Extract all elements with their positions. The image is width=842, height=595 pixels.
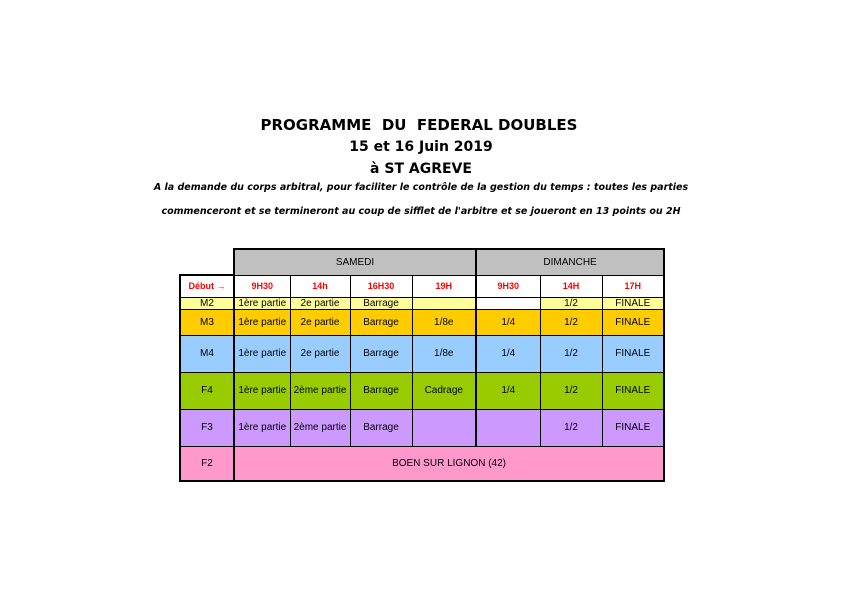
schedule-cell: FINALE xyxy=(602,372,664,409)
category-label: M2 xyxy=(180,297,234,309)
category-label: F2 xyxy=(180,446,234,481)
row-f2 xyxy=(180,446,664,481)
time-cell: 14h xyxy=(290,275,350,297)
schedule-cell: 1/2 xyxy=(540,409,602,446)
schedule-cell: FINALE xyxy=(602,309,664,335)
schedule-cell: 2e partie xyxy=(290,297,350,309)
schedule-cell: 1ère partie xyxy=(234,297,290,309)
event-location: à ST AGREVE xyxy=(370,161,472,177)
time-header-row xyxy=(180,275,664,297)
time-cell: 9H30 xyxy=(476,275,540,297)
schedule-cell: Barrage xyxy=(350,372,412,409)
row-m3 xyxy=(180,309,664,335)
day-header-row xyxy=(180,249,664,275)
schedule-cell: Cadrage xyxy=(412,372,476,409)
schedule-cell: 1/8e xyxy=(412,309,476,335)
schedule-cell: 2ème partie xyxy=(290,409,350,446)
schedule-cell: 1/2 xyxy=(540,335,602,372)
start-label: Début → xyxy=(180,275,234,297)
category-label: F4 xyxy=(180,372,234,409)
schedule-cell: 2ème partie xyxy=(290,372,350,409)
schedule-cell: 1/2 xyxy=(540,297,602,309)
note-line-1: A la demande du corps arbitral, pour faciliter le contrôle de la gestion du temps : toutes les parties xyxy=(153,182,689,193)
schedule-cell: Barrage xyxy=(350,409,412,446)
schedule-cell: 1ère partie xyxy=(234,335,290,372)
schedule-cell: Barrage xyxy=(350,335,412,372)
row-f3 xyxy=(180,409,664,446)
schedule-cell: Barrage xyxy=(350,297,412,309)
schedule-cell: FINALE xyxy=(602,297,664,309)
document-title: PROGRAMME DU FEDERAL DOUBLES xyxy=(260,116,578,134)
empty-corner xyxy=(180,249,234,275)
schedule-cell xyxy=(412,297,476,309)
time-cell: 16H30 xyxy=(350,275,412,297)
schedule-cell xyxy=(476,297,540,309)
schedule-cell xyxy=(476,409,540,446)
schedule-cell: 2e partie xyxy=(290,309,350,335)
schedule-cell: Barrage xyxy=(350,309,412,335)
schedule-cell: 1/2 xyxy=(540,309,602,335)
time-cell: 14H xyxy=(540,275,602,297)
schedule-cell xyxy=(412,409,476,446)
schedule-table xyxy=(179,248,665,482)
event-dates: 15 et 16 Juin 2019 xyxy=(349,139,493,155)
category-label: F3 xyxy=(180,409,234,446)
schedule-cell: 1/8e xyxy=(412,335,476,372)
category-label: M4 xyxy=(180,335,234,372)
day-dimanche: DIMANCHE xyxy=(476,249,664,275)
time-cell: 9H30 xyxy=(234,275,290,297)
schedule-cell: 1/2 xyxy=(540,372,602,409)
row-m4 xyxy=(180,335,664,372)
schedule-cell: 1ère partie xyxy=(234,409,290,446)
time-cell: 19H xyxy=(412,275,476,297)
row-m2 xyxy=(180,297,664,309)
schedule-cell: 1ère partie xyxy=(234,372,290,409)
schedule-cell: 1/4 xyxy=(476,309,540,335)
day-samedi: SAMEDI xyxy=(234,249,476,275)
schedule-cell: 1ère partie xyxy=(234,309,290,335)
note-line-2: commenceront et se termineront au coup de sifflet de l'arbitre et se joueront en 13 points ou 2H xyxy=(161,206,681,217)
category-label: M3 xyxy=(180,309,234,335)
schedule-cell: FINALE xyxy=(602,335,664,372)
schedule-cell: 1/4 xyxy=(476,372,540,409)
row-f4 xyxy=(180,372,664,409)
schedule-cell: 1/4 xyxy=(476,335,540,372)
schedule-cell: 2e partie xyxy=(290,335,350,372)
merged-location-cell: BOEN SUR LIGNON (42) xyxy=(234,446,664,481)
schedule-cell: FINALE xyxy=(602,409,664,446)
time-cell: 17H xyxy=(602,275,664,297)
